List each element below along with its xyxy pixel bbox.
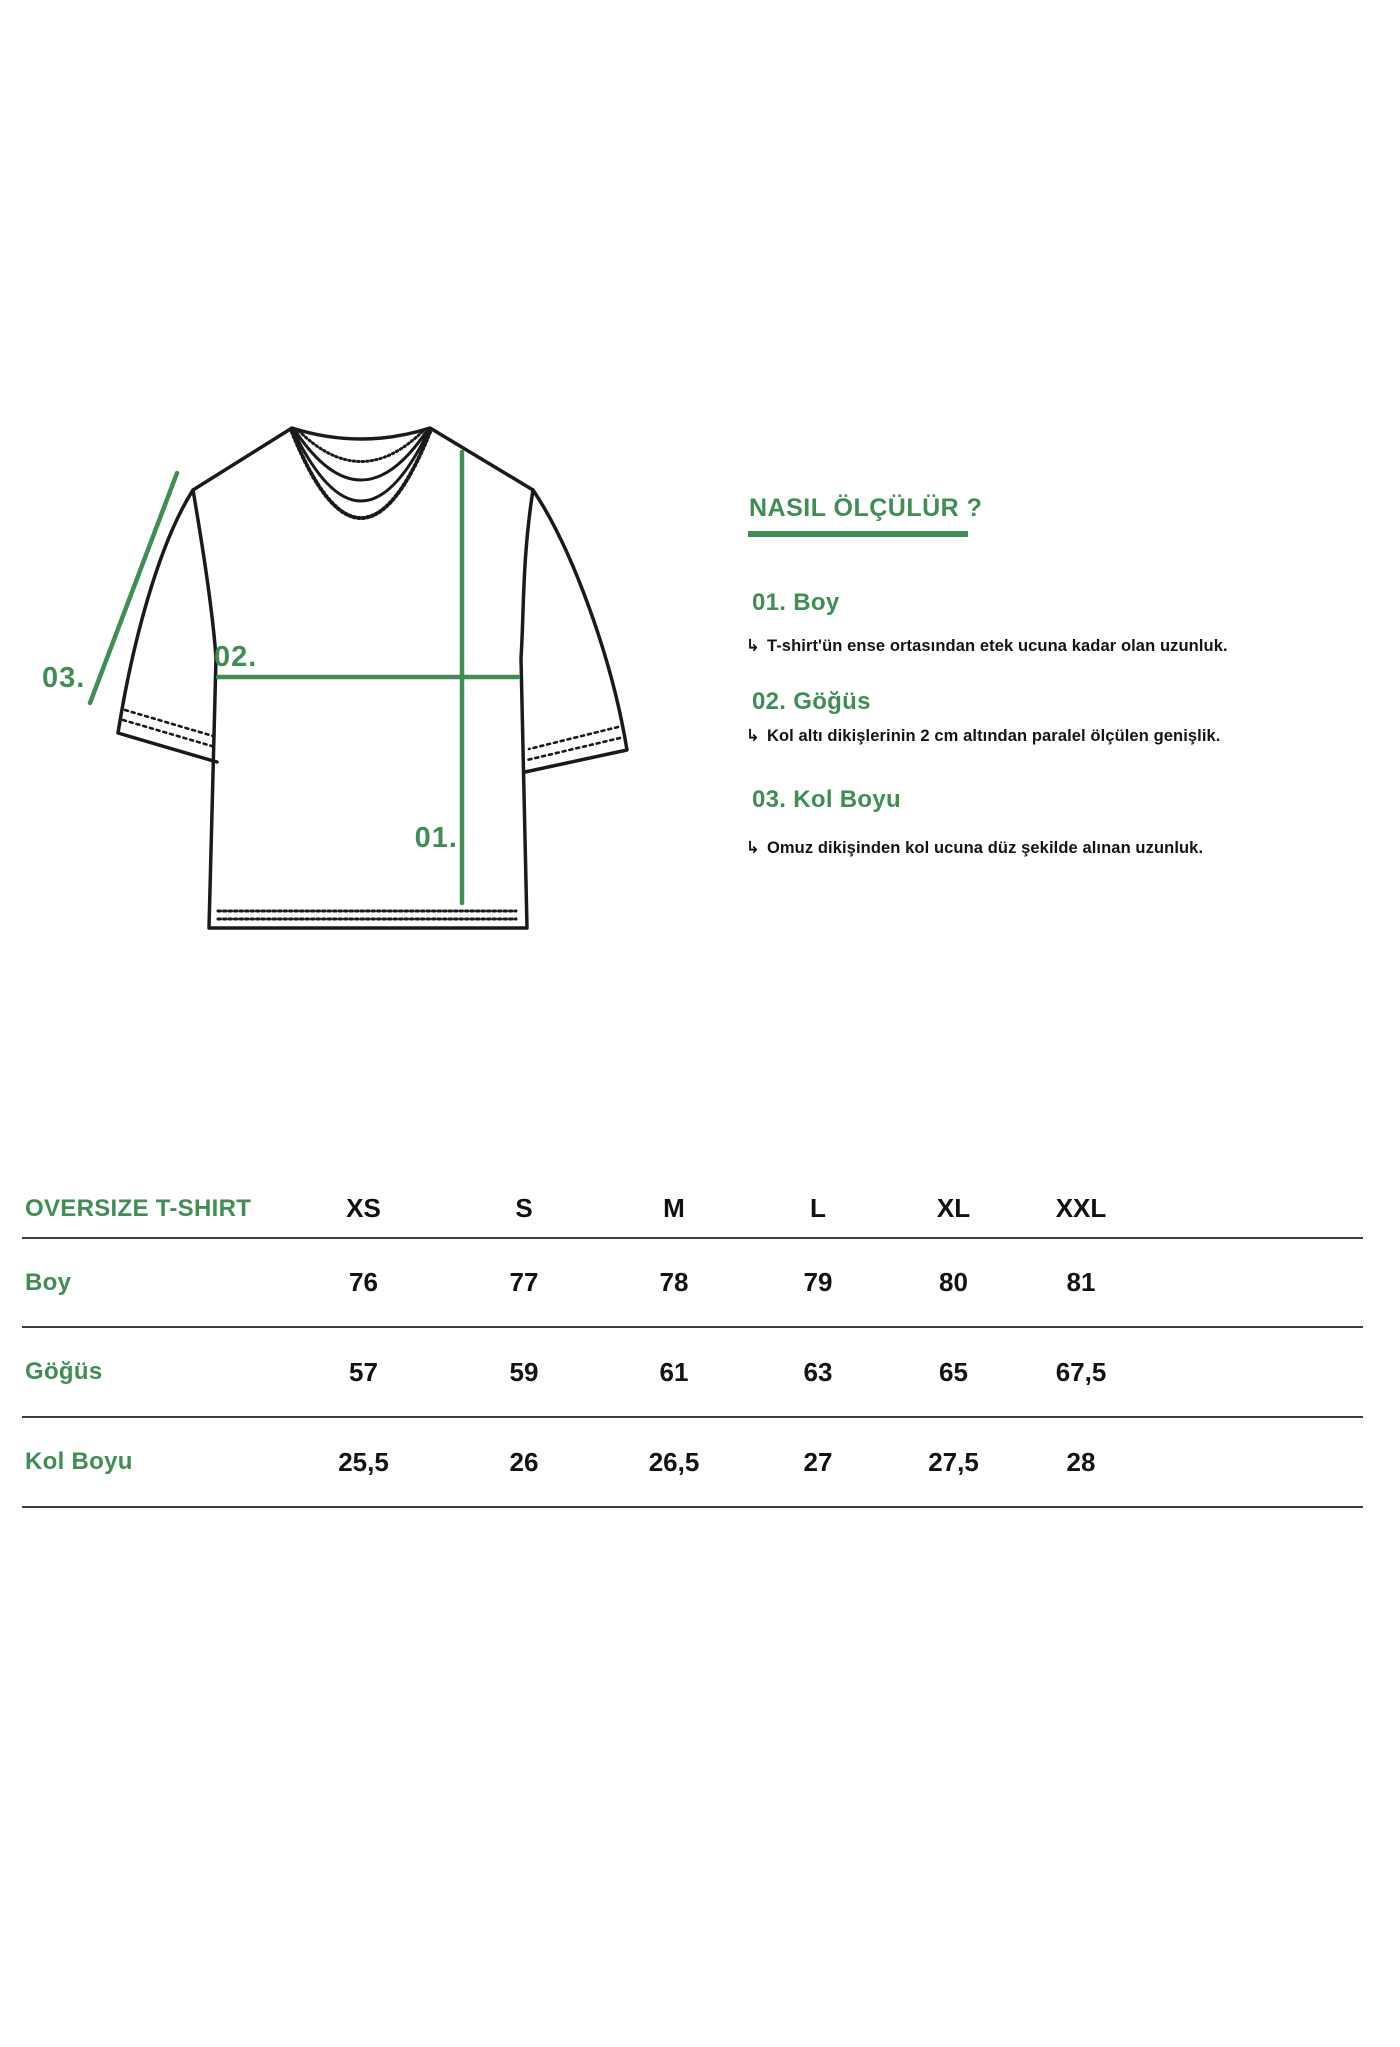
size-col-xxl: XXL bbox=[1055, 1193, 1107, 1223]
guide-desc-boy bbox=[746, 636, 1228, 656]
kolboyu-xs: 25,5 bbox=[338, 1446, 389, 1477]
table-row-gogus bbox=[22, 1328, 1363, 1418]
bottom-hem-stitch-lines bbox=[218, 911, 516, 919]
size-col-l: L bbox=[810, 1193, 826, 1223]
gogus-l: 63 bbox=[803, 1356, 833, 1387]
gogus-xl: 65 bbox=[939, 1356, 968, 1387]
kolboyu-xxl: 28 bbox=[1066, 1446, 1096, 1477]
guide-heading-kol-boyu: 03. Kol Boyu bbox=[752, 786, 901, 813]
tshirt-diagram bbox=[0, 380, 700, 950]
table-title: OVERSIZE T-SHIRT bbox=[25, 1194, 252, 1222]
boy-xl: 80 bbox=[939, 1267, 968, 1297]
guide-title: NASIL ÖLÇÜLÜR ? bbox=[749, 494, 983, 522]
left-sleeve-stitch-lines bbox=[123, 710, 215, 747]
measure-label-03: 03. bbox=[42, 662, 86, 694]
kolboyu-l: 27 bbox=[803, 1446, 833, 1477]
guide-desc-kol-boyu-text: Omuz dikişinden kol ucuna düz şekilde alınan uzunluk. bbox=[766, 839, 1204, 857]
kolboyu-xl: 27,5 bbox=[928, 1446, 979, 1477]
boy-m: 78 bbox=[659, 1267, 689, 1297]
size-col-xs: XS bbox=[346, 1193, 381, 1223]
boy-xs: 76 bbox=[349, 1267, 378, 1297]
row-label-boy: Boy bbox=[25, 1268, 72, 1296]
kolboyu-s: 26 bbox=[509, 1446, 539, 1477]
boy-xxl: 81 bbox=[1066, 1267, 1096, 1297]
table-row-kol-boyu bbox=[22, 1418, 1363, 1508]
size-col-xl: XL bbox=[936, 1193, 971, 1223]
size-table-header-row bbox=[22, 1180, 1363, 1239]
guide-title-underline bbox=[748, 531, 968, 537]
guide-heading-gogus: 02. Göğüs bbox=[752, 688, 871, 715]
row-label-gogus: Göğüs bbox=[25, 1358, 103, 1385]
guide-desc-gogus bbox=[746, 726, 1221, 746]
size-table bbox=[22, 1180, 1363, 1508]
kolboyu-m: 26,5 bbox=[648, 1446, 700, 1477]
size-col-m: M bbox=[663, 1193, 685, 1223]
measure-label-01: 01. bbox=[414, 822, 458, 854]
table-row-boy bbox=[22, 1239, 1363, 1328]
guide-heading-boy: 01. Boy bbox=[752, 589, 840, 616]
gogus-m: 61 bbox=[659, 1356, 689, 1387]
measure-label-02: 02. bbox=[214, 641, 258, 673]
row-label-kol-boyu: Kol Boyu bbox=[25, 1448, 133, 1475]
gogus-xs: 57 bbox=[349, 1356, 378, 1387]
measure-line-03-sleeve bbox=[90, 473, 177, 703]
size-col-s: S bbox=[515, 1193, 533, 1223]
boy-l: 79 bbox=[803, 1267, 833, 1297]
gogus-xxl: 67,5 bbox=[1055, 1356, 1107, 1387]
tshirt-left-sleeve bbox=[118, 490, 217, 762]
guide-desc-gogus-text: Kol altı dikişlerinin 2 cm altından paralel ölçülen genişlik. bbox=[766, 727, 1221, 745]
return-arrow-icon: ↳ bbox=[746, 727, 760, 745]
boy-s: 77 bbox=[509, 1267, 539, 1297]
return-arrow-icon: ↳ bbox=[746, 637, 760, 655]
return-arrow-icon: ↳ bbox=[746, 839, 760, 857]
guide-desc-kol-boyu bbox=[746, 838, 1203, 858]
gogus-s: 59 bbox=[509, 1356, 539, 1387]
collar-front-ribbing bbox=[292, 432, 430, 518]
guide-desc-boy-text: T-shirt'ün ense ortasından etek ucuna kadar olan uzunluk. bbox=[766, 637, 1228, 655]
